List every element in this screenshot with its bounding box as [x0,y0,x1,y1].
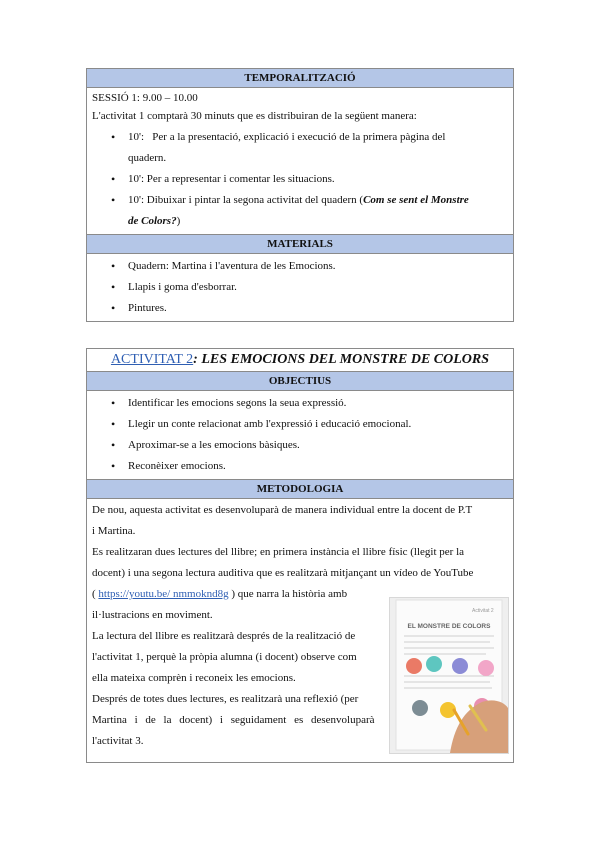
activity-title [87,349,514,372]
list-item: • Llegir un conte relacionat amb l'expressió i educació emocional. [128,414,508,435]
list-item: • 10': Per a representar i comentar les situacions. [128,169,508,190]
youtube-link[interactable]: https://youtu.be/ nmmoknd8g [98,588,229,600]
paragraph-line: l'activitat 1, perquè la pròpia alumna (i docent) observe com [92,651,357,663]
session-intro: L'activitat 1 comptarà 30 minuts que es distribuiran de la següent manera: [92,110,417,122]
objectius-body [87,391,514,480]
temporalitzacio-table [86,68,514,322]
activity-title-link[interactable]: ACTIVITAT 2 [110,352,194,367]
activity-title-text: : LES EMOCIONS DEL MONSTRE DE COLORS [193,352,490,367]
book-photo [389,597,509,754]
paragraph-line: i Martina. [92,525,136,537]
paragraph-line: La lectura del llibre es realitzarà després de la realització de [92,630,356,642]
paragraph-line: Després de totes dues lectures, es realitzarà una reflexió (per [92,693,359,705]
schedule-list [92,127,508,232]
materials-header: MATERIALS [87,235,514,254]
list-item: • Llapis i goma d'esborrar. [128,277,508,298]
photo-book-title: EL MONSTRE DE COLORS [407,623,491,630]
list-item: • Aproximar-se a les emocions bàsiques. [128,435,508,456]
list-item: • 10': Per a la presentació, explicació i execució de la primera pàgina del quadern. [128,127,508,169]
photo-page-label: Activitat 2 [472,608,494,614]
list-item: • Identificar les emocions segons la seua expressió. [128,393,508,414]
paragraph-line: De nou, aquesta activitat es desenvoluparà de manera individual entre la docent de P.T [92,504,473,516]
paragraph-line: l'activitat 3. [92,735,144,747]
paragraph-line: Martina i de la docent) i seguidament es desenvoluparà [92,714,375,726]
paragraph-line: docent) i una segona lectura auditiva que es realitzarà mitjançant un vídeo de YouTube [92,567,474,579]
list-item: • Quadern: Martina i l'aventura de les Emocions. [128,256,508,277]
list-item: • 10': Dibuixar i pintar la segona activitat del quadern (Com se sent el Monstre de Colors?) [128,190,508,232]
paragraph-line: Es realitzaran dues lectures del llibre; en primera instància el llibre físic (llegit per la [92,546,465,558]
list-item: • Reconèixer emocions. [128,456,508,477]
temporalitzacio-header: TEMPORALITZACIÓ [87,69,514,88]
paragraph-line: ella mateixa comprèn i reconeix les emocions. [92,672,296,684]
book-photo-illustration [390,598,508,753]
list-item: • Pintures. [128,298,508,319]
objectius-list [92,393,508,477]
materials-list [92,256,508,319]
metodologia-header: METODOLOGIA [87,480,514,499]
paragraph-line: ( https://youtu.be/ nmmoknd8g ) que narra la història amb [92,588,348,600]
session-time: SESSIÓ 1: 9.00 – 10.00 [92,92,198,104]
materials-body [87,254,514,322]
objectius-header: OBJECTIUS [87,372,514,391]
temporalitzacio-body [87,88,514,235]
paragraph-line: il·lustracions en moviment. [92,609,213,621]
